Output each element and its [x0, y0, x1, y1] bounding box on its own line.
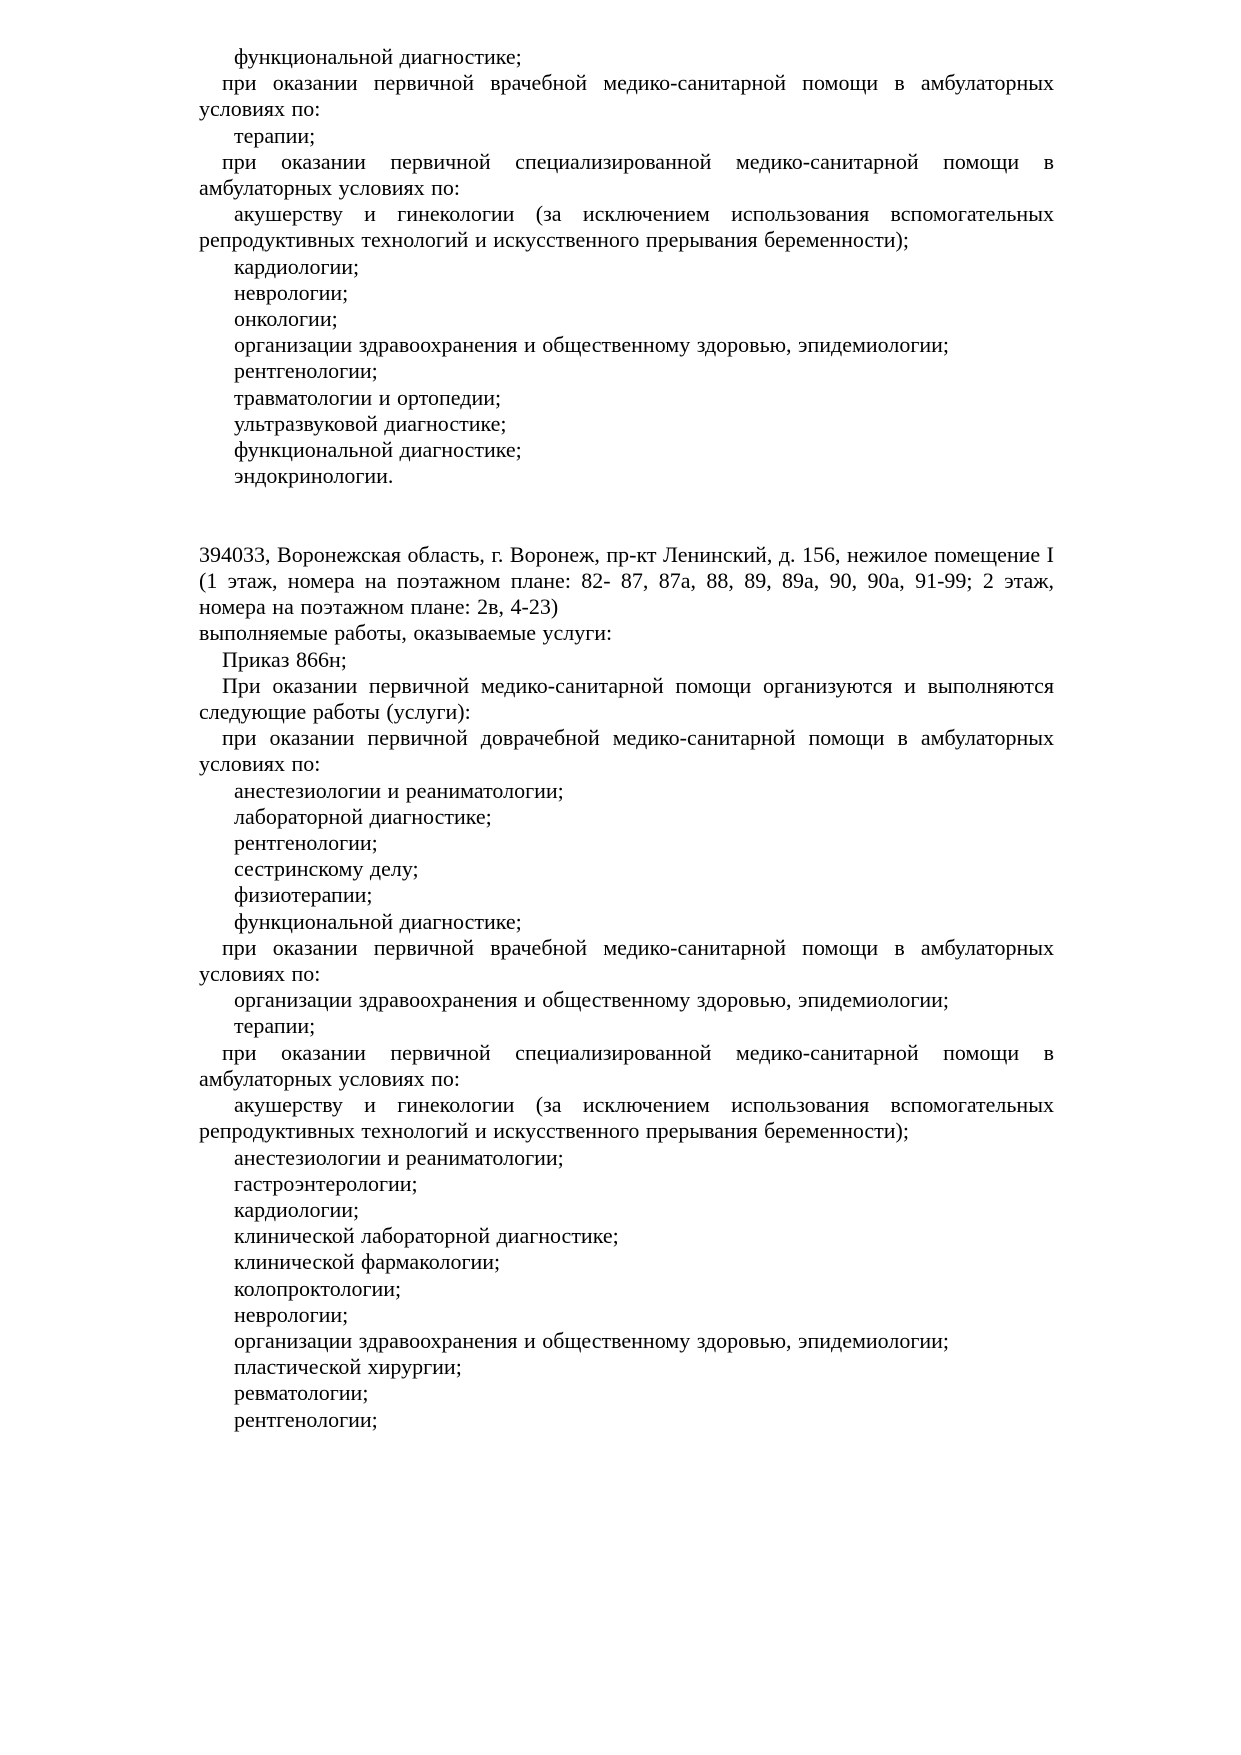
paragraph: при оказании первичной доврачебной медико-санитарной помощи в амбулаторных условиях по: [199, 725, 1054, 777]
paragraph: физиотерапии; [234, 882, 373, 908]
paragraph: При оказании первичной медико-санитарной помощи организуются и выполняются следующие работы (услуги): [199, 672, 1054, 725]
paragraph: клинической фармакологии; [234, 1249, 501, 1275]
paragraph: при оказании первичной врачебной медико-санитарной помощи в амбулаторных условиях по: [199, 934, 1054, 987]
paragraph: анестезиологии и реаниматологии; [234, 777, 564, 803]
paragraph: лабораторной диагностике; [234, 803, 492, 829]
paragraph: функциональной диагностике; [234, 44, 522, 69]
paragraph: Приказ 866н; [222, 646, 347, 672]
paragraph: функциональной диагностике; [234, 437, 522, 463]
paragraph: сестринскому делу; [234, 856, 419, 882]
paragraph: эндокринологии. [234, 463, 394, 489]
paragraph: функциональной диагностике; [234, 908, 522, 934]
blank-line [199, 516, 1054, 542]
paragraph: терапии; [234, 122, 316, 148]
paragraph: при оказании первичной врачебной медико-санитарной помощи в амбулаторных условиях по: [199, 70, 1054, 122]
paragraph: ревматологии; [234, 1380, 369, 1406]
paragraph: 394033, Воронежская область, г. Воронеж, пр-кт Ленинский, д. 156, нежилое помещение I (1 этаж, номера на поэтажном плане: 82- 87, 87а, 88, 89, 89а, 90, 90а, 91-99; 2 этаж, номера на поэтажном плане: 2в, 4-23) [199, 541, 1054, 620]
paragraph: онкологии; [234, 306, 338, 332]
paragraph: терапии; [234, 1013, 316, 1039]
paragraph: при оказании первичной специализированной медико-санитарной помощи в амбулаторных условиях по: [199, 148, 1054, 201]
paragraph: рентгенологии; [234, 830, 378, 856]
paragraph: рентгенологии; [234, 358, 378, 384]
paragraph: организации здравоохранения и общественному здоровью, эпидемиологии; [234, 332, 950, 358]
paragraph: организации здравоохранения и общественному здоровью, эпидемиологии; [234, 987, 950, 1013]
paragraph: неврологии; [234, 1301, 349, 1327]
paragraph: пластической хирургии; [234, 1354, 462, 1380]
paragraph: гастроэнтерологии; [234, 1170, 418, 1196]
paragraph: кардиологии; [234, 1196, 360, 1222]
paragraph: рентгенологии; [234, 1406, 378, 1432]
paragraph: колопроктологии; [234, 1275, 402, 1301]
paragraph: акушерству и гинекологии (за исключением использования вспомогательных репродуктивных технологий и искусственного прерывания беременности); [199, 1092, 1054, 1144]
paragraph: кардиологии; [234, 253, 360, 279]
paragraph: при оказании первичной специализированной медико-санитарной помощи в амбулаторных условиях по: [199, 1039, 1054, 1091]
paragraph: выполняемые работы, оказываемые услуги: [199, 620, 613, 646]
blank-line [199, 489, 1054, 515]
paragraph: организации здравоохранения и общественному здоровью, эпидемиологии; [234, 1327, 950, 1353]
paragraph: акушерству и гинекологии (за исключением использования вспомогательных репродуктивных технологий и искусственного прерывания беременности); [199, 201, 1054, 253]
paragraph: неврологии; [234, 279, 349, 305]
paragraph: травматологии и ортопедии; [234, 384, 502, 410]
paragraph: анестезиологии и реаниматологии; [234, 1144, 564, 1170]
paragraph: ультразвуковой диагностике; [234, 410, 507, 436]
paragraph: клинической лабораторной диагностике; [234, 1223, 619, 1249]
